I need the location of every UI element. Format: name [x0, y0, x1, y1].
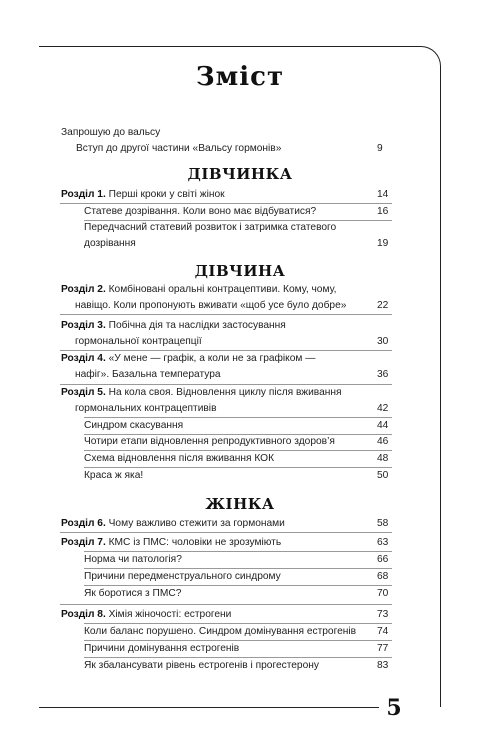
toc-entry-title [61, 385, 342, 401]
toc-entry-title: Як збалансувати рівень естрогенів і прогестерону [84, 660, 319, 671]
chapter-title: Чому важливо стежити за гормонами [105, 518, 285, 529]
toc-entry-title [61, 351, 315, 367]
toc-entry-page: 63 [377, 537, 389, 548]
toc-entry-page: 77 [377, 643, 389, 654]
toc-entry-title [61, 535, 281, 551]
toc-entry-page: 22 [377, 300, 389, 311]
divider [60, 532, 392, 533]
chapter-title: Комбіновані оральні контрацептиви. Кому, чому, [105, 284, 337, 295]
toc-entry-page: 74 [377, 626, 389, 637]
toc-entry-page: 70 [377, 588, 389, 599]
toc-entry-page: 19 [377, 238, 389, 249]
chapter-prefix: Розділ 7. [61, 537, 106, 548]
toc-entry-title: Причини домінування естрогенів [84, 643, 240, 654]
toc-entry-title-cont: гормональної контрацепції [75, 336, 202, 347]
chapter-prefix: Розділ 1. [61, 189, 106, 200]
chapter-prefix: Розділ 6. [61, 518, 106, 529]
toc-entry-page: 83 [377, 660, 389, 671]
divider [60, 314, 392, 315]
toc-entry-page: 9 [377, 143, 383, 154]
toc-entry-title [61, 282, 337, 298]
toc-entry-title [61, 516, 285, 532]
toc-entry-title: Чотири етапи відновлення репродуктивного здоров’я [84, 436, 335, 447]
divider [60, 604, 392, 605]
chapter-prefix: Розділ 8. [61, 609, 106, 620]
toc-entry-page: 50 [377, 470, 389, 481]
toc-entry-title: Коли баланс порушено. Синдром домінування естрогенів [84, 626, 357, 637]
toc-entry-title: Передчасний статевий розвиток і затримка статевого [84, 222, 337, 233]
toc-entry-title [61, 318, 286, 334]
chapter-title: На кола своя. Відновлення циклу після вживання [105, 387, 342, 398]
toc-entry-page: 48 [377, 453, 389, 464]
chapter-prefix: Розділ 2. [61, 284, 106, 295]
chapter-title: «У мене — графік, а коли не за графіком — [105, 353, 316, 364]
chapter-title: Побічна дія та наслідки застосування [105, 320, 286, 331]
chapter-prefix: Розділ 4. [61, 353, 106, 364]
part-title-divchynka: ДІВЧИНКА [187, 165, 293, 183]
page-number: 5 [386, 695, 402, 721]
toc-entry-page: 36 [377, 369, 389, 380]
toc-entry-title-cont: дозрівання [84, 238, 136, 249]
toc-entry-title: Синдром скасування [84, 420, 184, 431]
chapter-prefix: Розділ 5. [61, 387, 106, 398]
toc-entry-page: 44 [377, 420, 389, 431]
chapter-prefix: Розділ 3. [61, 320, 106, 331]
toc-entry-page: 42 [377, 403, 389, 414]
toc-entry-page: 16 [377, 206, 389, 217]
toc-entry-page: 30 [377, 336, 389, 347]
toc-entry-title: Норма чи патологія? [84, 554, 182, 565]
toc-entry-title: Як боротися з ПМС? [84, 588, 182, 599]
page-title: Зміст [195, 62, 285, 92]
chapter-title: КМС із ПМС: чоловіки не зрозуміють [105, 537, 282, 548]
bottom-rule [39, 707, 379, 708]
part-title-zhinka: ЖІНКА [205, 495, 275, 513]
toc-entry-title [61, 607, 231, 623]
toc-entry-page: 68 [377, 571, 389, 582]
toc-entry-title [61, 187, 225, 203]
toc-entry-title-cont: гормональних контрацептивів [75, 403, 217, 414]
part-title-divchyna: ДІВЧИНА [194, 262, 286, 280]
chapter-title: Перші кроки у світі жінок [105, 189, 225, 200]
toc-entry-page: 66 [377, 554, 389, 565]
toc-entry-title: Причини передменструального синдрому [84, 571, 281, 582]
toc-entry-title: Краса ж яка! [84, 470, 144, 481]
toc-entry-title-cont: навіщо. Коли пропонують вживати «щоб усе було добре» [75, 300, 347, 311]
toc-entry-title: Схема відновлення після вживання КОК [84, 453, 275, 464]
toc-entry-title: Статеве дозрівання. Коли воно має відбуватися? [84, 206, 317, 217]
toc-entry-title: Запрошую до вальсу [61, 127, 161, 138]
chapter-title: Хімія жіночості: естрогени [105, 609, 232, 620]
toc-entry-page: 73 [377, 609, 389, 620]
toc-entry-title-cont: нафіг». Базальна температура [75, 369, 221, 380]
toc-entry-page: 14 [377, 189, 389, 200]
toc-entry-page: 58 [377, 518, 389, 529]
toc-entry-title: Вступ до другої частини «Вальсу гормонів» [76, 143, 282, 154]
toc-entry-page: 46 [377, 436, 389, 447]
